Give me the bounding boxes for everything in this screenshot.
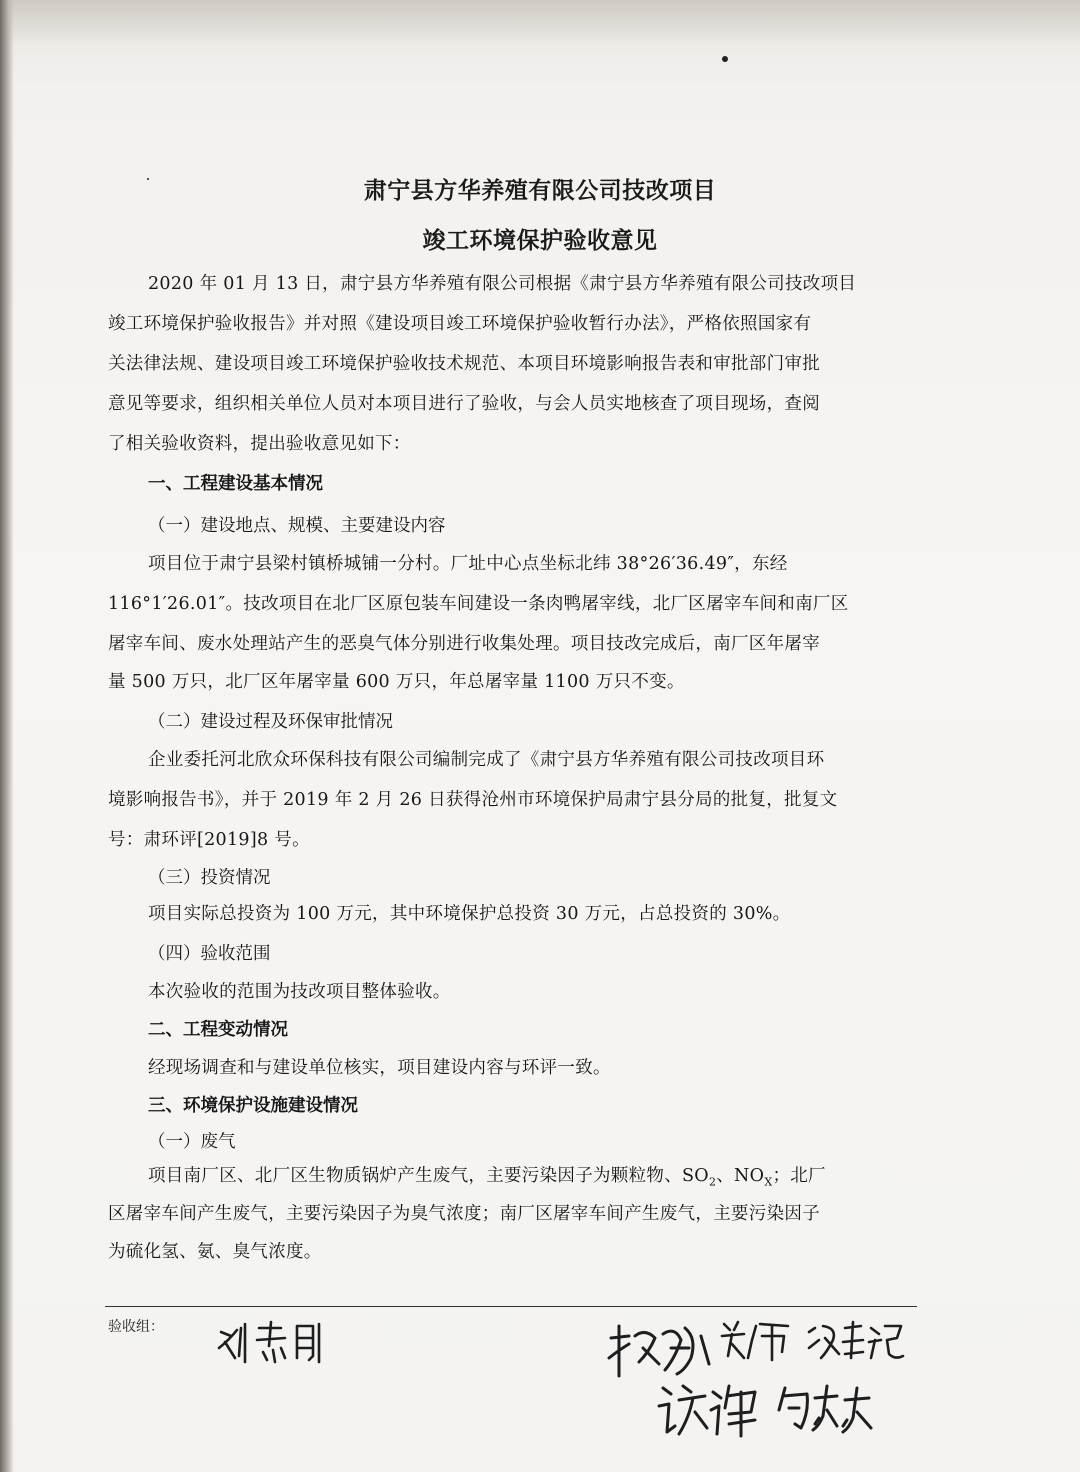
signature-3 xyxy=(718,1318,794,1362)
title-line-1: 肃宁县方华养殖有限公司技改项目 xyxy=(363,178,717,204)
intro-line: 关法律法规、建设项目竣工环境保护验收技术规范、本项目环境影响报告表和审批部门审批 xyxy=(108,354,820,374)
body-line: 区屠宰车间产生废气，主要污染因子为臭气浓度；南厂区屠宰车间产生废气，主要污染因子 xyxy=(108,1204,820,1224)
body-line: 企业委托河北欣众环保科技有限公司编制完成了《肃宁县方华养殖有限公司技改项目环 xyxy=(148,750,825,770)
subscript: X xyxy=(764,1175,773,1189)
ink-speck xyxy=(722,56,728,62)
signature-6 xyxy=(775,1380,875,1438)
body-line: 项目实际总投资为 100 万元，其中环境保护总投资 30 万元，占总投资的 30%。 xyxy=(148,904,791,924)
top-shadow xyxy=(0,0,1080,46)
section-1-heading: 一、工程建设基本情况 xyxy=(148,474,323,494)
body-line: 号：肃环评[2019]8 号。 xyxy=(108,830,310,850)
signature-1 xyxy=(215,1318,330,1368)
signature-4 xyxy=(805,1318,905,1364)
section-1-sub-3: （三）投资情况 xyxy=(148,868,271,888)
section-1-sub-2: （二）建设过程及环保审批情况 xyxy=(148,712,393,732)
intro-line: 竣工环境保护验收报告》并对照《建设项目竣工环境保护验收暂行办法》，严格依照国家有 xyxy=(108,314,812,334)
intro-line: 了相关验收资料，提出验收意见如下： xyxy=(108,434,411,454)
left-shadow xyxy=(0,0,14,1472)
title-line-2: 竣工环境保护验收意见 xyxy=(422,228,658,254)
section-2-heading: 二、工程变动情况 xyxy=(148,1020,288,1040)
section-1-sub-4: （四）验收范围 xyxy=(148,944,271,964)
intro-line: 2020 年 01 月 13 日，肃宁县方华养殖有限公司根据《肃宁县方华养殖有限公司技改项目 xyxy=(148,274,857,294)
signature-5 xyxy=(655,1378,765,1442)
intro-line: 意见等要求，组织相关单位人员对本项目进行了验收，与会人员实地核查了项目现场，查阅 xyxy=(108,394,820,414)
body-line: 为硫化氢、氨、臭气浓度。 xyxy=(108,1242,322,1262)
acceptance-group-label: 验收组： xyxy=(108,1319,164,1335)
section-3-sub-1: （一）废气 xyxy=(148,1132,236,1152)
body-line: 经现场调查和与建设单位核实，项目建设内容与环评一致。 xyxy=(148,1058,611,1078)
text-run: 、NO xyxy=(716,1166,765,1186)
subscript: 2 xyxy=(708,1175,717,1189)
body-line: 屠宰车间、废水处理站产生的恶臭气体分别进行收集处理。项目技改完成后，南厂区年屠宰 xyxy=(108,634,820,654)
section-1-sub-1: （一）建设地点、规模、主要建设内容 xyxy=(148,516,446,536)
footer-divider xyxy=(105,1306,917,1307)
body-line xyxy=(148,1162,826,1189)
signature-2 xyxy=(605,1318,715,1382)
body-line: 本次验收的范围为技改项目整体验收。 xyxy=(148,982,451,1002)
text-run: 项目南厂区、北厂区生物质锅炉产生废气，主要污染因子为颗粒物、SO xyxy=(148,1166,709,1186)
body-line: 境影响报告书》，并于 2019 年 2 月 26 日获得沧州市环境保护局肃宁县分局的批复，批复文 xyxy=(108,790,838,810)
body-line: 116°1′26.01″。技改项目在北厂区原包装车间建设一条肉鸭屠宰线，北厂区屠宰车间和南厂区 xyxy=(108,594,849,614)
body-line: 量 500 万只，北厂区年屠宰量 600 万只，年总屠宰量 1100 万只不变。 xyxy=(108,672,685,692)
body-line: 项目位于肃宁县梁村镇桥城铺一分村。厂址中心点坐标北纬 38°26′36.49″，东经 xyxy=(148,554,788,574)
section-3-heading: 三、环境保护设施建设情况 xyxy=(148,1096,358,1116)
text-run: ；北厂 xyxy=(772,1166,826,1186)
